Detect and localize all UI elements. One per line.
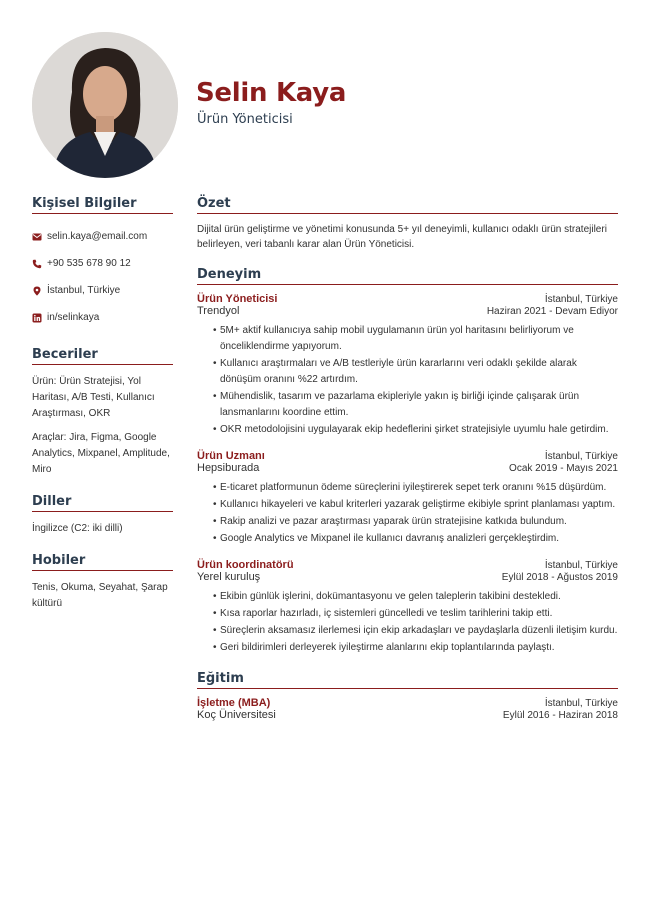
- job-bullet: • 5M+ aktif kullanıcıya sahip mobil uygulamanın ürün yol haritasını belirliyorum ve önceliklendirme yapıyorum.: [213, 323, 618, 355]
- main-column: [197, 196, 618, 721]
- job-bullet: • Süreçlerin aksamasız ilerlemesi için ekip arkadaşları ve paydaşlarla düzenli iletişim kurdu.: [213, 623, 618, 639]
- phone-icon: [32, 259, 42, 269]
- job-location: İstanbul, Türkiye: [544, 294, 618, 305]
- job-company: Yerel kuruluş: [197, 571, 261, 583]
- job-bullets: [197, 589, 618, 656]
- job-bullet: • Google Analytics ve Mixpanel ile kullanıcı davranış analizleri gerçekleştirdim.: [213, 531, 618, 547]
- candidate-title: Ürün Yöneticisi: [197, 112, 293, 127]
- job-dates: Ocak 2019 - Mayıs 2021: [509, 463, 618, 474]
- job-title: Ürün Uzmanı: [197, 450, 265, 462]
- job-entry: [197, 450, 618, 547]
- contact-location: [32, 277, 173, 304]
- summary-heading: Özet: [197, 196, 618, 214]
- contact-phone-text: +90 535 678 90 12: [47, 258, 131, 269]
- job-bullet: • Kullanıcı hikayeleri ve kabul kriterleri yazarak geliştirme ekibiyle sprint planlaması yaptım.: [213, 497, 618, 513]
- candidate-name: Selin Kaya: [196, 78, 347, 108]
- experience-section: [197, 267, 618, 656]
- linkedin-icon: [32, 313, 42, 323]
- contact-linkedin[interactable]: [32, 304, 173, 331]
- experience-heading: Deneyim: [197, 267, 618, 285]
- personal-info-section: [32, 196, 173, 331]
- skills-product: Ürün: Ürün Stratejisi, Yol Haritası, A/B Testi, Kullanıcı Araştırması, OKR: [32, 376, 155, 419]
- contact-email-text: selin.kaya@email.com: [47, 231, 148, 242]
- contact-location-text: İstanbul, Türkiye: [47, 285, 121, 296]
- languages-section: [32, 494, 173, 537]
- job-location: İstanbul, Türkiye: [544, 451, 618, 462]
- skills-heading: Beceriler: [32, 347, 173, 365]
- job-bullet: • Kısa raporlar hazırladı, iç sistemleri güncelledi ve teslim tarihlerini takip etti.: [213, 606, 618, 622]
- job-bullet: • E-ticaret platformunun ödeme süreçlerini iyileştirerek sepet terk oranını %15 düşürdüm.: [213, 480, 618, 496]
- job-bullet: • Rakip analizi ve pazar araştırması yaparak ürün stratejisine katkıda bulundum.: [213, 514, 618, 530]
- education-degree: İşletme (MBA): [197, 697, 271, 709]
- job-bullet: • Ekibin günlük işlerini, dokümantasyonu ve gelen taleplerin takibini destekledi.: [213, 589, 618, 605]
- job-bullet: • OKR metodolojisini uygulayarak ekip hedeflerini şirket stratejisiyle uyumlu hale getirdim.: [213, 422, 618, 438]
- job-entry: [197, 559, 618, 656]
- job-entry: [197, 293, 618, 438]
- envelope-icon: [32, 232, 42, 242]
- languages-text: İngilizce (C2: iki dilli): [32, 523, 123, 534]
- education-dates: Eylül 2016 - Haziran 2018: [502, 710, 618, 721]
- education-section: [197, 671, 618, 721]
- summary-section: [197, 196, 618, 252]
- hobbies-section: [32, 553, 173, 612]
- education-school: Koç Üniversitesi: [197, 709, 276, 721]
- job-bullet: • Geri bildirimleri derleyerek iyileştirme alanlarını ekip toplantılarında paylaştı.: [213, 640, 618, 656]
- hobbies-heading: Hobiler: [32, 553, 173, 571]
- job-company: Trendyol: [197, 305, 240, 317]
- education-location: İstanbul, Türkiye: [544, 698, 618, 709]
- location-pin-icon: [32, 286, 42, 296]
- contact-linkedin-text: in/selinkaya: [47, 312, 100, 323]
- job-bullets: [197, 323, 618, 438]
- contact-email[interactable]: [32, 223, 173, 250]
- job-bullets: [197, 480, 618, 547]
- job-bullet: • Mühendislik, tasarım ve pazarlama ekipleriyle yakın iş birliği içinde çalışarak ürün lansmanlarını koordine ettim.: [213, 389, 618, 421]
- summary-text: Dijital ürün geliştirme ve yönetimi konusunda 5+ yıl deneyimli, kullanıcı odaklı ürün stratejileri belirleyen, veri tabanlı karar alan Ürün Yöneticisi.: [197, 224, 607, 250]
- job-dates: Haziran 2021 - Devam Ediyor: [486, 306, 618, 317]
- languages-heading: Diller: [32, 494, 173, 512]
- job-title: Ürün Yöneticisi: [197, 293, 278, 305]
- job-location: İstanbul, Türkiye: [544, 560, 618, 571]
- contact-phone[interactable]: [32, 250, 173, 277]
- profile-photo: [32, 32, 178, 178]
- skills-section: [32, 347, 173, 478]
- hobbies-text: Tenis, Okuma, Seyahat, Şarap kültürü: [32, 582, 168, 609]
- job-bullet: • Kullanıcı araştırmaları ve A/B testleriyle ürün kararlarını veri odaklı şekilde alarak dönüşüm oranını %22 artırdım.: [213, 356, 618, 388]
- profile-photo-illustration: [32, 32, 178, 178]
- job-title: Ürün koordinatörü: [197, 559, 294, 571]
- sidebar: [32, 196, 173, 612]
- education-heading: Eğitim: [197, 671, 618, 689]
- job-dates: Eylül 2018 - Ağustos 2019: [501, 572, 618, 583]
- skills-tools: Araçlar: Jira, Figma, Google Analytics, Mixpanel, Amplitude, Miro: [32, 432, 170, 475]
- personal-info-heading: Kişisel Bilgiler: [32, 196, 173, 214]
- job-company: Hepsiburada: [197, 462, 260, 474]
